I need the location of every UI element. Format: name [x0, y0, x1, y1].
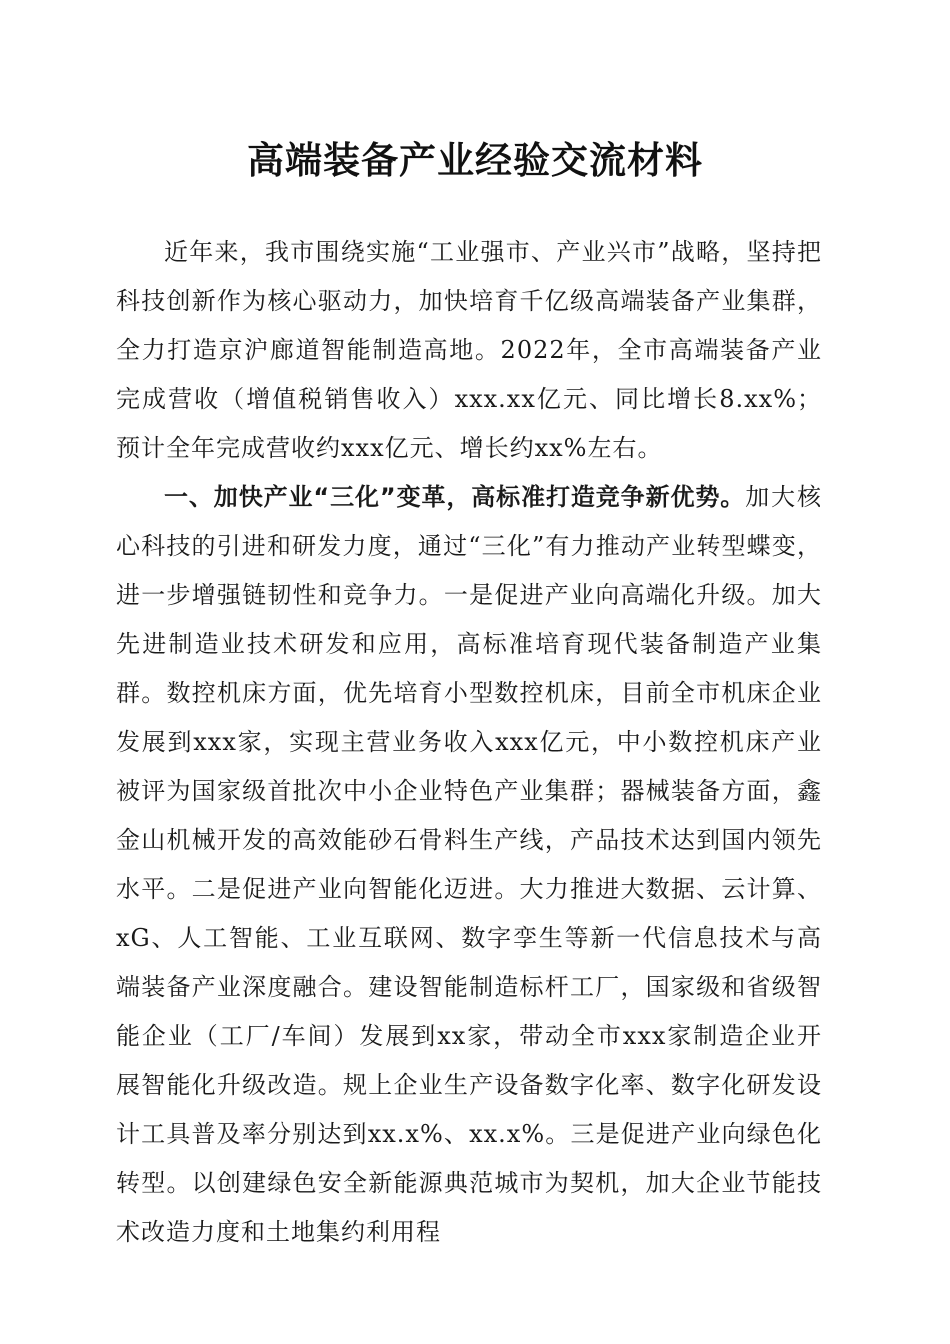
- section-one-paragraph: [116, 473, 822, 1257]
- section-one-heading: 一、加快产业“三化”变革，高标准打造竞争新优势。: [164, 483, 746, 511]
- document-body: [116, 228, 822, 1257]
- intro-paragraph-text: 近年来，我市围绕实施“工业强市、产业兴市”战略，坚持把科技创新作为核心驱动力，加快培育千亿级高端装备产业集群，全力打造京沪廊道智能制造高地。2022年，全市高端装备产业完成营收（增值税销售收入）xxx.xx亿元、同比增长8.xx%；预计全年完成营收约xxx亿元、增长约xx%左右。: [116, 238, 822, 462]
- document-title: 高端装备产业经验交流材料: [247, 138, 703, 182]
- section-one-text: 加大核心科技的引进和研发力度，通过“三化”有力推动产业转型蝶变，进一步增强链韧性和竞争力。一是促进产业向高端化升级。加大先进制造业技术研发和应用，高标准培育现代装备制造产业集群。数控机床方面，优先培育小型数控机床，目前全市机床企业发展到xxx家，实现主营业务收入xxx亿元，中小数控机床产业被评为国家级首批次中小企业特色产业集群；器械装备方面，鑫金山机械开发的高效能砂石骨料生产线，产品技术达到国内领先水平。二是促进产业向智能化迈进。大力推进大数据、云计算、xG、人工智能、工业互联网、数字孪生等新一代信息技术与高端装备产业深度融合。建设智能制造标杆工厂，国家级和省级智能企业（工厂/车间）发展到xx家，带动全市xxx家制造企业开展智能化升级改造。规上企业生产设备数字化率、数字化研发设计工具普及率分别达到xx.x%、xx.x%。三是促进产业向绿色化转型。以创建绿色安全新能源典范城市为契机，加大企业节能技术改造力度和土地集约利用程: [116, 483, 823, 1246]
- intro-paragraph: [116, 228, 822, 473]
